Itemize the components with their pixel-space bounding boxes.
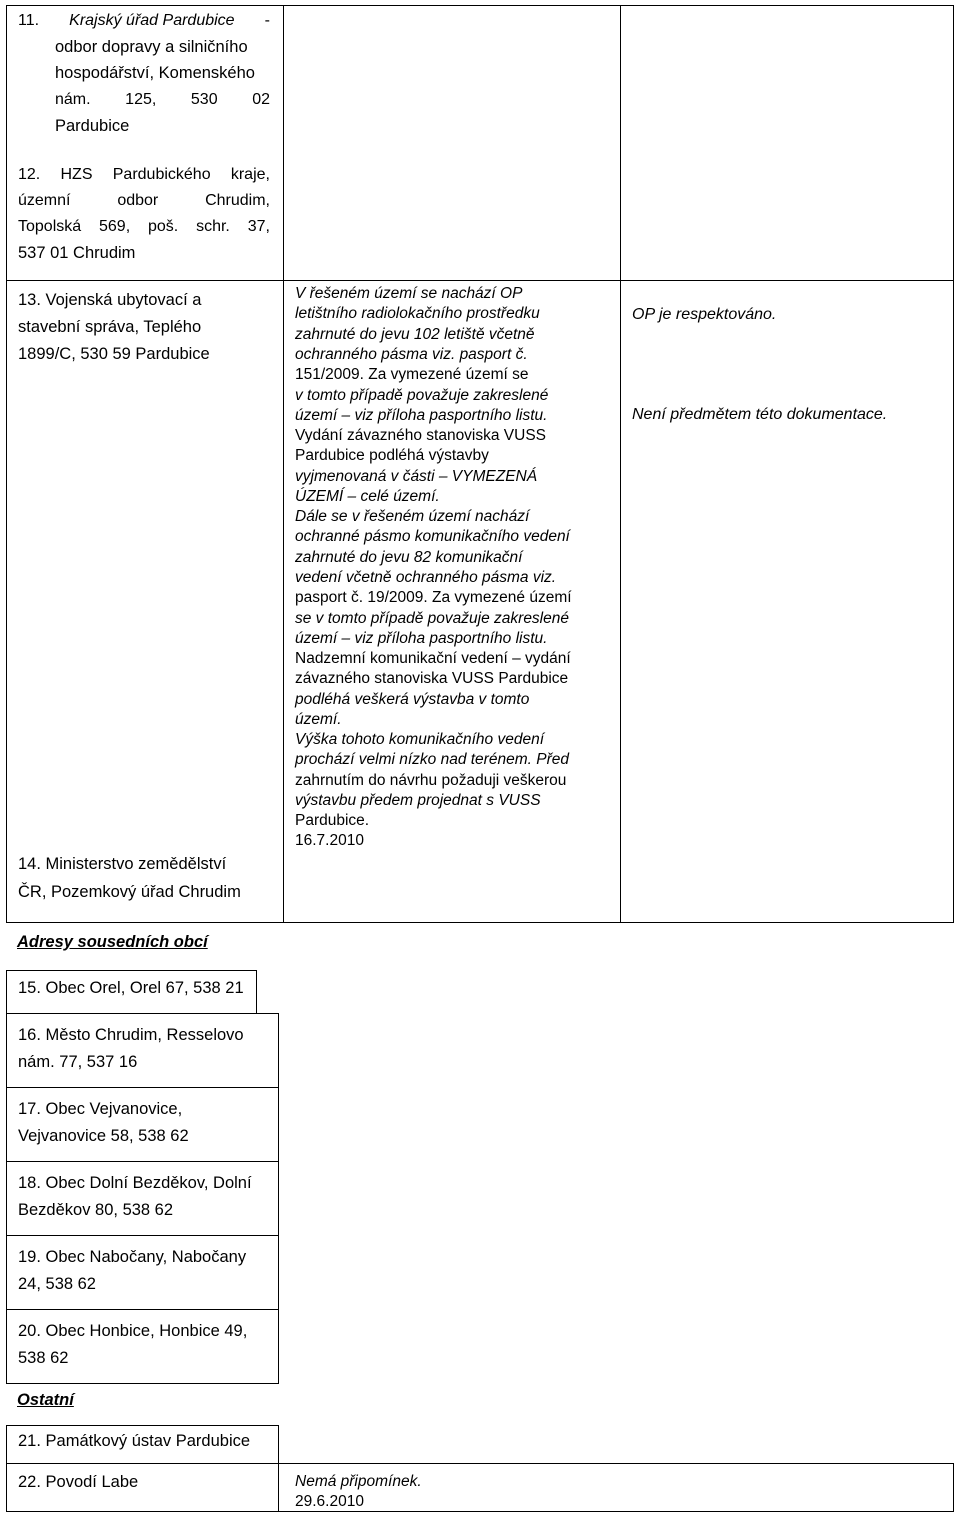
response-line: podléhá veškerá výstavba v tomto bbox=[295, 691, 530, 708]
evaluation-line-1: OP je respektováno. bbox=[632, 306, 777, 323]
item-11-line-2: odbor dopravy a silničního bbox=[55, 38, 248, 56]
item-17-line-1: 17. Obec Vejvanovice, bbox=[18, 1100, 183, 1118]
response-line: Výška tohoto komunikačního vedení bbox=[295, 731, 545, 748]
response-line: V řešeném území se nachází OP bbox=[295, 285, 523, 302]
item-12-line-4: 537 01 Chrudim bbox=[18, 244, 136, 262]
item-12-line-3: Topolská 569, poš. schr. 37, bbox=[18, 218, 270, 235]
item-22: 22. Povodí Labe bbox=[18, 1473, 139, 1491]
response-line: ochranného pásma viz. pasport č. bbox=[295, 346, 528, 363]
item-18-line-2: Bezděkov 80, 538 62 bbox=[18, 1201, 174, 1219]
item-19-line-1: 19. Obec Nabočany, Nabočany bbox=[18, 1248, 247, 1266]
item-16-line-2: nám. 77, 537 16 bbox=[18, 1053, 138, 1071]
item-13-line-3: 1899/C, 530 59 Pardubice bbox=[18, 345, 210, 363]
response-line: ÚZEMÍ – celé území. bbox=[295, 488, 440, 505]
response-line: závazného stanoviska VUSS Pardubice bbox=[295, 670, 569, 687]
item-11-line-5: Pardubice bbox=[55, 117, 130, 135]
other-heading: Ostatní bbox=[17, 1391, 74, 1409]
response-line: zahrnutím do návrhu požaduji veškerou bbox=[295, 772, 567, 789]
evaluation-line-2: Není předmětem této dokumentace. bbox=[632, 406, 888, 423]
item-11-line-4: nám. 125, 530 02 bbox=[55, 91, 270, 108]
response-line: se v tomto případě považuje zakreslené bbox=[295, 610, 569, 627]
response-line: Vydání závazného stanoviska VUSS bbox=[295, 427, 547, 444]
response-line: zahrnuté do jevu 82 komunikační bbox=[295, 549, 523, 566]
item-14-line-2: ČR, Pozemkový úřad Chrudim bbox=[18, 883, 241, 901]
row-11-12-col-evaluation bbox=[620, 5, 954, 281]
item-18-line-1: 18. Obec Dolní Bezděkov, Dolní bbox=[18, 1174, 252, 1192]
response-line: Pardubice. bbox=[295, 812, 370, 829]
item-17-line-2: Vejvanovice 58, 538 62 bbox=[18, 1127, 189, 1145]
item-19-line-2: 24, 538 62 bbox=[18, 1275, 96, 1293]
response-line: zahrnuté do jevu 102 letiště včetně bbox=[295, 326, 535, 343]
item-12-line-2: územní odbor Chrudim, bbox=[18, 192, 270, 209]
response-line: vedení včetně ochranného pásma viz. bbox=[295, 569, 557, 586]
response-line: výstavbu předem projednat s VUSS bbox=[295, 792, 541, 809]
item-15: 15. Obec Orel, Orel 67, 538 21 bbox=[18, 979, 244, 997]
item-21: 21. Památkový ústav Pardubice bbox=[18, 1432, 251, 1450]
item-22-response: Nemá připomínek. bbox=[295, 1473, 422, 1490]
item-12-line-1: 12. HZS Pardubického kraje, bbox=[18, 166, 270, 183]
row-13-14-col-name bbox=[6, 280, 284, 923]
response-line: území – viz příloha pasportního listu. bbox=[295, 630, 548, 647]
row-11-12-col-response bbox=[283, 5, 621, 281]
response-line: Dále se v řešeném území nachází bbox=[295, 508, 530, 525]
item-11-line-3: hospodářství, Komenského bbox=[55, 64, 255, 82]
response-line: území – viz příloha pasportního listu. bbox=[295, 407, 548, 424]
item-11-line-1: 11. Krajský úřad Pardubice - bbox=[18, 12, 270, 29]
item-22-response-date: 29.6.2010 bbox=[295, 1493, 364, 1510]
item-20-line-1: 20. Obec Honbice, Honbice 49, bbox=[18, 1322, 248, 1340]
response-date: 16.7.2010 bbox=[295, 832, 364, 849]
item-13-line-2: stavební správa, Teplého bbox=[18, 318, 202, 336]
item-20-line-2: 538 62 bbox=[18, 1349, 69, 1367]
item-16-line-1: 16. Město Chrudim, Resselovo bbox=[18, 1026, 244, 1044]
response-line: v tomto případě považuje zakreslené bbox=[295, 387, 549, 404]
response-line: 151/2009. Za vymezené území se bbox=[295, 366, 529, 383]
row-13-14-col-evaluation bbox=[620, 280, 954, 923]
item-14-line-1: 14. Ministerstvo zemědělství bbox=[18, 855, 227, 873]
response-line: letištního radiolokačního prostředku bbox=[295, 305, 540, 322]
item-13-line-1: 13. Vojenská ubytovací a bbox=[18, 291, 202, 309]
response-line: ochranné pásmo komunikačního vedení bbox=[295, 528, 570, 545]
response-line: Nadzemní komunikační vedení – vydání bbox=[295, 650, 571, 667]
response-line: pasport č. 19/2009. Za vymezené území bbox=[295, 589, 572, 606]
neighbors-heading: Adresy sousedních obcí bbox=[17, 933, 208, 951]
response-line: území. bbox=[295, 711, 342, 728]
response-line: Pardubice podléhá výstavby bbox=[295, 447, 489, 464]
response-line: prochází velmi nízko nad terénem. Před bbox=[295, 751, 569, 768]
response-line: vyjmenovaná v části – VYMEZENÁ bbox=[295, 468, 538, 485]
